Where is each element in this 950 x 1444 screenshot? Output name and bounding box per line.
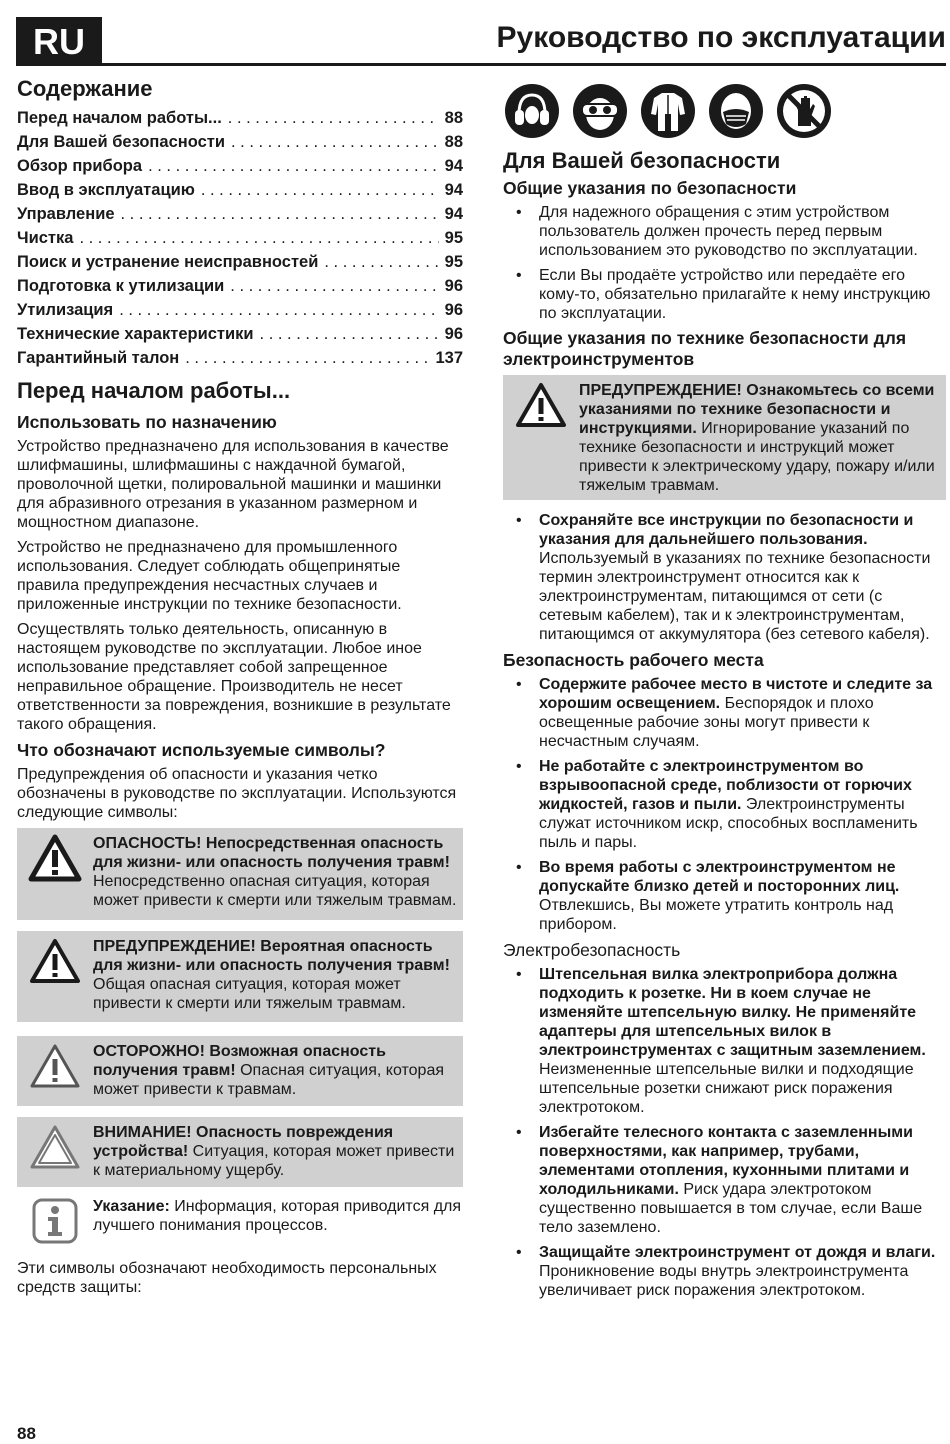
- danger-desc: Непосредственно опасная ситуация, которая может привести к смерти или тяжелым травмам.: [93, 873, 457, 909]
- list-item-bold: Штепсельная вилка электроприбора должна подходить к розетке. Ни в коем случае не изменяйте штепсельную вилку. Не применяйте адаптеры для штепсельных вилок в электроинструментах с защитным заземлением.: [539, 966, 926, 1059]
- general-safety-list: [503, 203, 946, 323]
- attention-box: [17, 1117, 463, 1187]
- warning-label: ПРЕДУПРЕЖДЕНИЕ! Вероятная опасность для жизни- или опасность получения травм!: [93, 938, 450, 974]
- power-tools-warning-label: ПРЕДУПРЕЖДЕНИЕ! Ознакомьтесь со всеми указаниями по технике безопасности и инструкциями.: [579, 382, 935, 437]
- list-item: • Для надежного обращения с этим устройством пользователь должен прочесть перед первым использованием это руководство по эксплуатации.: [503, 203, 946, 260]
- toc-item-title: Обзор прибора: [17, 157, 143, 175]
- attention-desc: Ситуация, которая может привести к материальному ущербу.: [93, 1143, 455, 1179]
- note-desc: Информация, которая приводится для лучшего понимания процессов.: [93, 1198, 462, 1234]
- before-work-heading: Перед началом работы...: [17, 378, 291, 403]
- list-item: • Если Вы продаёте устройство или передаёте его кому-то, обязательно прилагайте к нему инструкцию по эксплуатации.: [503, 266, 946, 323]
- list-item-bold: Защищайте электроинструмент от дождя и влаги.: [539, 1244, 936, 1261]
- toc-item-title: Утилизация: [17, 301, 114, 319]
- workplace-safety-list: [503, 675, 946, 934]
- toc-item-page: 137: [435, 349, 463, 367]
- list-item: [503, 858, 946, 934]
- right-column: [503, 84, 946, 1300]
- list-item-text: Отвлекшись, Вы можете утратить контроль над прибором.: [539, 897, 894, 933]
- symbols-intro: Предупреждения об опасности и указания четко обозначены в руководстве по эксплуатации. Используются следующие символы:: [17, 766, 457, 821]
- list-item-text: Используемый в указаниях по технике безопасности термин электроинструмент относится как к электроинструментам, питающимся от сети (с сетевым кабелем), так и к электроинструментам, питающимся от аккумулятора (без сетевого кабеля).: [539, 550, 931, 643]
- toc-item-page: 94: [444, 181, 463, 199]
- table-of-contents: [17, 106, 463, 370]
- protective-suit-icon: [641, 84, 695, 138]
- attention-icon: [17, 1123, 93, 1180]
- toc-item-title: Чистка: [17, 229, 74, 247]
- dust-mask-icon: [709, 84, 763, 138]
- list-item-text: Электроинструменты служат источником искр, способных воспламенить пыль и пары.: [539, 796, 918, 851]
- liability-paragraph: Осуществлять только деятельность, описанную в настоящем руководстве по эксплуатации. Любое иное использование представляет собой запрещенное неправильное обращение. Производитель не несет ответственности за повреждения, возникшие в результате такого обращения.: [17, 621, 451, 733]
- info-icon: [17, 1197, 93, 1245]
- list-item-bold: Не работайте с электроинструментом во взрывоопасной среде, поблизости от горючих жидкостей, газов и пыли.: [539, 758, 912, 813]
- toc-item-page: 94: [444, 205, 463, 223]
- general-safety-heading: Общие указания по безопасности: [503, 178, 797, 198]
- header-rule: [16, 63, 946, 66]
- toc-item-page: 96: [444, 325, 463, 343]
- toc-item-title: Подготовка к утилизации: [17, 277, 225, 295]
- toc-item[interactable]: [17, 298, 463, 322]
- safety-heading: Для Вашей безопасности: [503, 148, 781, 173]
- list-item-text: Беспорядок и плохо освещенные рабочие зоны могут привести к несчастным случаям.: [539, 695, 874, 750]
- toc-item-title: Поиск и устранение неисправностей: [17, 253, 319, 271]
- power-tools-warning-box: [503, 375, 946, 500]
- toc-item[interactable]: [17, 322, 463, 346]
- toc-item[interactable]: [17, 250, 463, 274]
- power-tools-heading: Общие указания по технике безопасности для электроинструментов: [503, 328, 907, 369]
- caution-box: [17, 1036, 463, 1106]
- page-number: 88: [17, 1424, 36, 1443]
- list-item-bold: Во время работы с электроинструментом не допускайте близко детей и посторонних лиц.: [539, 859, 900, 895]
- list-item: [503, 675, 946, 751]
- ear-protection-icon: [505, 84, 559, 138]
- toc-item[interactable]: [17, 346, 463, 370]
- toc-item-page: 88: [444, 109, 463, 127]
- attention-text: [93, 1123, 463, 1180]
- warning-icon: [503, 381, 579, 495]
- list-item: [503, 1123, 946, 1237]
- danger-label: ОПАСНОСТЬ! Непосредственная опасность для жизни- или опасность получения травм!: [93, 835, 450, 871]
- caution-icon: [17, 1042, 93, 1099]
- symbols-heading: Что обозначают используемые символы?: [17, 740, 386, 760]
- page-title: Руководство по эксплуатации: [496, 21, 946, 54]
- warning-text: [93, 937, 463, 1013]
- list-item-bold: Содержите рабочее место в чистоте и следите за хорошим освещением.: [539, 676, 933, 712]
- toc-item-title: Технические характеристики: [17, 325, 254, 343]
- toc-item-page: 94: [444, 157, 463, 175]
- caution-label: ОСТОРОЖНО! Возможная опасность получения травм!: [93, 1043, 386, 1079]
- toc-item[interactable]: [17, 274, 463, 298]
- attention-label: ВНИМАНИЕ! Опасность повреждения устройства!: [93, 1124, 394, 1160]
- danger-icon: [17, 834, 93, 910]
- toc-item-title: Управление: [17, 205, 115, 223]
- toc-item[interactable]: [17, 226, 463, 250]
- keep-instructions-list: [503, 511, 946, 644]
- danger-box: [17, 828, 463, 920]
- warning-icon: [17, 937, 93, 1013]
- toc-item[interactable]: [17, 202, 463, 226]
- toc-heading: Содержание: [17, 76, 153, 101]
- no-gloves-icon: [777, 84, 831, 138]
- toc-item[interactable]: [17, 130, 463, 154]
- list-item: [503, 757, 946, 852]
- caution-text: [93, 1042, 463, 1099]
- language-badge: RU: [16, 17, 102, 65]
- toc-item-page: 95: [444, 229, 463, 247]
- toc-item[interactable]: [17, 178, 463, 202]
- not-industrial-paragraph: Устройство не предназначено для промышленного использования. Следует соблюдать общепринятые правила предупреждения несчастных случаев и приложенные инструкции по технике безопасности.: [17, 539, 402, 613]
- list-item-text: Неизмененные штепсельные вилки и подходящие штепсельные розетки снижают риск поражения электротоком.: [539, 1061, 914, 1116]
- toc-item-page: 88: [444, 133, 463, 151]
- electrical-safety-heading: Электробезопасность: [503, 940, 681, 960]
- list-item-text: Риск удара электротоком существенно повышается в том случае, если Ваше тело заземлено.: [539, 1181, 923, 1236]
- power-tools-warning-text: [579, 381, 946, 495]
- toc-item-title: Перед началом работы...: [17, 109, 222, 127]
- intended-use-paragraph: Устройство предназначено для использования в качестве шлифмашины, шлифмашины с наждачной бумагой, проволочной щетки, полировальной машинки и машинки для абразивного отрезания в указанном размерном и мощностном диапазоне.: [17, 438, 449, 531]
- warning-desc: Общая опасная ситуация, которая может привести к смерти или тяжелым травмам.: [93, 976, 406, 1012]
- caution-desc: Опасная ситуация, которая может привести к травмам.: [93, 1062, 445, 1098]
- toc-item[interactable]: [17, 106, 463, 130]
- list-item-text: Проникновение воды внутрь электроинструмента увеличивает риск поражения электротоком.: [539, 1263, 909, 1299]
- list-item-bold: Избегайте телесного контакта с заземленными поверхностями, как например, трубами, элементами отопления, кухонными плитами и холодильниками.: [539, 1124, 913, 1198]
- list-item-bold: Сохраняйте все инструкции по безопасности и указания для дальнейшего пользования.: [539, 512, 914, 548]
- list-item: [503, 965, 946, 1117]
- list-item: [503, 511, 946, 644]
- left-column: [17, 74, 463, 1297]
- list-item: [503, 1243, 946, 1300]
- toc-item-title: Гарантийный талон: [17, 349, 180, 367]
- note-label: Указание:: [93, 1198, 170, 1215]
- intended-use-heading: Использовать по назначению: [17, 412, 277, 432]
- power-tools-warning-desc: Игнорирование указаний по технике безопасности и инструкций может привести к электрическому удару, пожару и/или тяжелым травмам.: [579, 420, 935, 494]
- danger-text: [93, 834, 463, 910]
- ppe-icon-row: [505, 84, 946, 138]
- eye-protection-icon: [573, 84, 627, 138]
- toc-item-page: 95: [444, 253, 463, 271]
- electrical-safety-list: [503, 965, 946, 1300]
- note-text: [93, 1197, 463, 1245]
- note-block: [17, 1197, 463, 1245]
- toc-item[interactable]: [17, 154, 463, 178]
- ppe-intro: Эти символы обозначают необходимость персональных средств защиты:: [17, 1260, 437, 1296]
- warning-box: [17, 931, 463, 1022]
- toc-item-page: 96: [444, 301, 463, 319]
- toc-item-title: Ввод в эксплуатацию: [17, 181, 195, 199]
- toc-item-title: Для Вашей безопасности: [17, 133, 225, 151]
- toc-item-page: 96: [444, 277, 463, 295]
- workplace-safety-heading: Безопасность рабочего места: [503, 650, 764, 670]
